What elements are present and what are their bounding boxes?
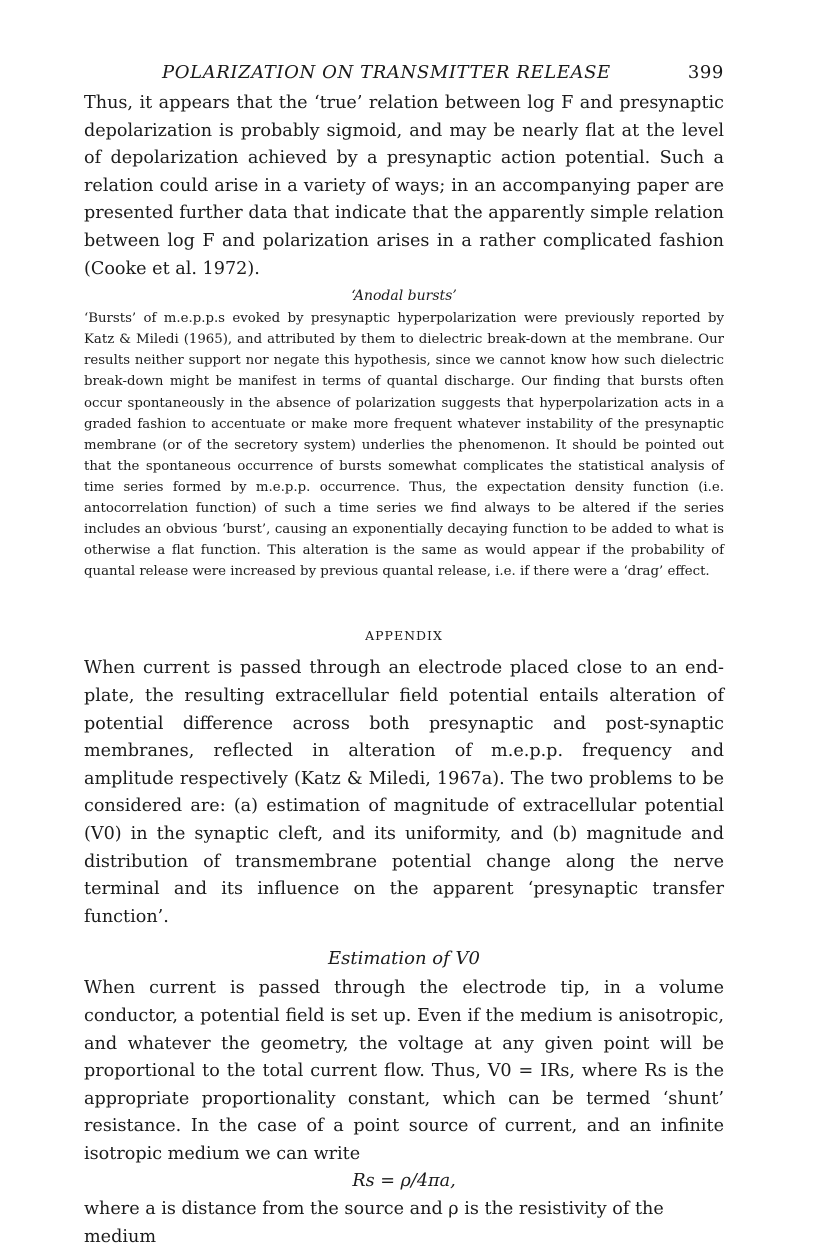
running-header bbox=[84, 62, 724, 90]
estimation-heading: Estimation of V0 bbox=[328, 948, 480, 970]
page-number: 399 bbox=[687, 62, 724, 83]
intro-paragraph: Thus, it appears that the ‘true’ relation between log F and presynaptic depolarization is probably sigmoid, and may be nearly flat at the level of depolarization achieved by a presynaptic action potential. Such a relation could arise in a variety of ways; in an accompanying paper are presented further data that indicate that the apparently simple relation between log F and polarization arises in a rather complicated fashion (Cooke et al. 1972). bbox=[84, 93, 724, 279]
anodal-bursts-heading: ‘Anodal bursts’ bbox=[351, 288, 457, 305]
appendix-heading: APPENDIX bbox=[365, 628, 443, 644]
anodal-bursts-paragraph: ‘Bursts’ of m.e.p.p.s evoked by presynaptic hyperpolarization were previously reported by Katz & Miledi (1965), and attributed by them to dielectric break-down at the membrane. Our results neither support nor negate this hypothesis, since we cannot know how such dielectric break-down might be manifest in terms of quantal discharge. Our finding that bursts often occur spontaneously in the absence of polarization suggests that hyperpolarization acts in a graded fashion to accentuate or make more frequent whatever instability of the presynaptic membrane (or of the secretory system) underlies the phenomenon. It should be pointed out that the spontaneous occurrence of bursts somewhat complicates the statistical analysis of time series formed by m.e.p.p. occurrence. Thus, the expectation density function (i.e. antocorrelation function) of such a time series we find always to be altered if the series includes an obvious ‘burst’, causing an exponentially decaying function to be added to what is otherwise a flat function. This alteration is the same as would appear if the probability of quantal release were increased by previous quantal release, i.e. if there were a ‘drag’ effect. bbox=[84, 311, 724, 580]
estimation-closing-line: where a is distance from the source and ρ is the resistivity of the medium bbox=[84, 1199, 664, 1247]
appendix-paragraph: When current is passed through an electrode placed close to an end-plate, the resulting extracellular field potential entails alteration of potential difference across both presynaptic and post-synaptic membranes, reflected in alteration of m.e.p.p. frequency and amplitude respectively (Katz & Miledi, 1967a). The two problems to be considered are: (a) estimation of magnitude of extracellular potential (V0) in the synaptic cleft, and its uniformity, and (b) magnitude and distribution of transmembrane potential change along the nerve terminal and its influence on the apparent ‘presynaptic transfer function’. bbox=[84, 658, 724, 927]
estimation-paragraph: When current is passed through the electrode tip, in a volume conductor, a potential field is set up. Even if the medium is anisotropic, and whatever the geometry, the voltage at any given point will be proportional to the total current flow. Thus, V0 = IRs, where Rs is the appropriate proportionality constant, which can be termed ‘shunt’ resistance. In the case of a point source of current, and an infinite isotropic medium we can write bbox=[84, 978, 724, 1164]
shunt-resistance-equation: Rs = ρ/4πa, bbox=[352, 1171, 456, 1192]
running-title: POLARIZATION ON TRANSMITTER RELEASE bbox=[162, 62, 611, 83]
page bbox=[84, 62, 724, 1251]
